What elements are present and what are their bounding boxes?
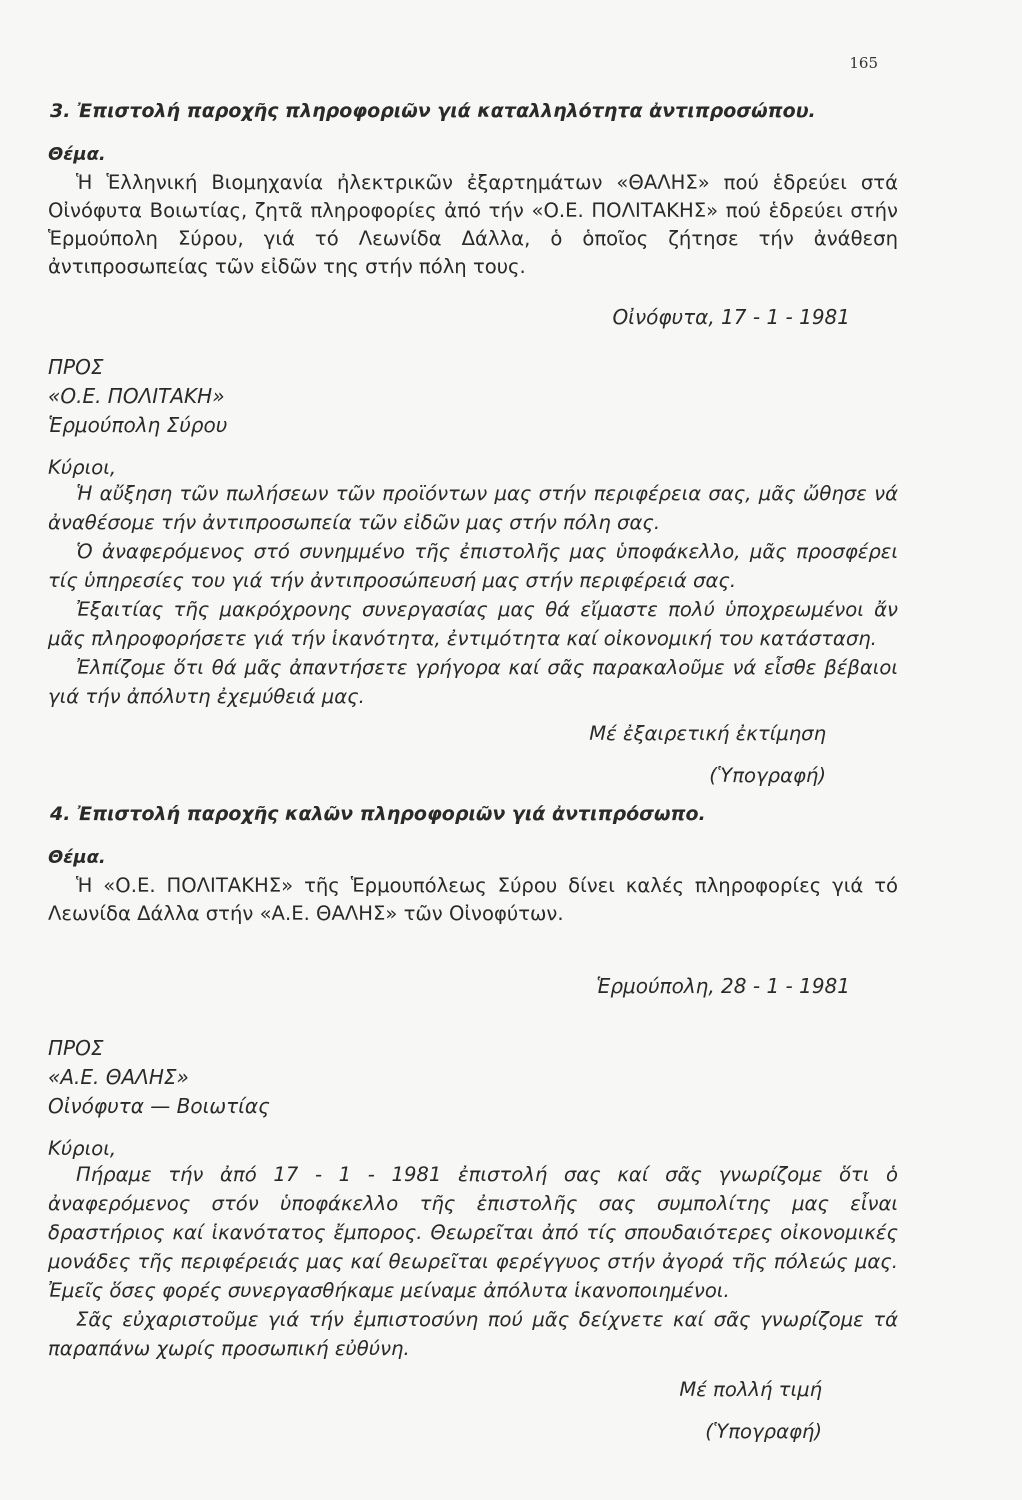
- section-4-signature: (Ὑπογραφή): [705, 1420, 822, 1443]
- recipient-line: «Α.Ε. ΘΑΛΗΣ»: [48, 1065, 189, 1089]
- section-4-closing: Μέ πολλή τιμή: [679, 1378, 822, 1401]
- section-4-heading: 4. Ἐπιστολή παροχῆς καλῶν πληροφοριῶν γιά ἀντιπρόσωπο.: [50, 803, 706, 825]
- letter-paragraph: Πήραμε τήν ἀπό 17 - 1 - 1981 ἐπιστολή σας καί σᾶς γνωρίζομε ὅτι ὁ ἀναφερόμενος στόν ὑποφάκελλο τῆς ἐπιστολῆς σας συμπολίτης μας εἶναι δραστήριος καί ἱκανότατος ἔμπορος. Θεωρεῖται ἀπό τίς σπουδαιότερες οἰκονομικές μονάδες τῆς περιφέρειάς μας καί θεωρεῖται φερέγγυος στήν ἀγορά τῆς πόλεώς μας. Ἐμεῖς ὅσες φορές συνεργασθήκαμε μείναμε ἀπόλυτα ἱκανοποιημένοι.: [48, 1163, 898, 1302]
- letter-paragraph: Ἐξαιτίας τῆς μακρόχρονης συνεργασίας μας θά εἴμαστε πολύ ὑποχρεωμένοι ἄν μᾶς πληροφορήσετε γιά τήν ἱκανότητα, ἐντιμότητα καί οἰκονομική του κατάσταση.: [48, 598, 898, 650]
- letter-paragraph: Ἐλπίζομε ὅτι θά μᾶς ἀπαντήσετε γρήγορα καί σᾶς παρακαλοῦμε νά εἶσθε βέβαιοι γιά τήν ἀπόλυτη ἐχεμύθειά μας.: [48, 656, 898, 708]
- section-3-date: Οἰνόφυτα, 17 - 1 - 1981: [612, 305, 850, 329]
- page-number: 165: [849, 54, 878, 72]
- section-3-subject-label: Θέμα.: [48, 144, 106, 165]
- recipient-line: ΠΡΟΣ: [48, 355, 104, 379]
- section-3-heading: 3. Ἐπιστολή παροχῆς πληροφοριῶν γιά καταλληλότητα ἀντιπροσώπου.: [50, 100, 816, 122]
- section-4-salutation: Κύριοι,: [48, 1137, 117, 1160]
- letter-paragraph: Ἡ αὔξηση τῶν πωλήσεων τῶν προϊόντων μας στήν περιφέρεια σας, μᾶς ὤθησε νά ἀναθέσομε τήν ἀντιπροσωπεία τῶν εἰδῶν μας στήν πόλη σας.: [48, 482, 898, 534]
- recipient-line: Ἑρμούπολη Σύρου: [48, 413, 228, 437]
- section-4-recipient: [48, 1034, 898, 1121]
- section-3-salutation: Κύριοι,: [48, 456, 117, 479]
- section-3-signature: (Ὑπογραφή): [709, 764, 826, 787]
- section-3-subject-text: Ἡ Ἑλληνική Βιομηχανία ἠλεκτρικῶν ἐξαρτημάτων «ΘΑΛΗΣ» πού ἑδρεύει στά Οἰνόφυτα Βοιωτίας, ζητᾶ πληροφορίες ἀπό τήν «Ο.Ε. ΠΟΛΙΤΑΚΗΣ» πού ἑδρεύει στήν Ἑρμούπολη Σύρου, γιά τό Λεωνίδα Δάλλα, ὁ ὁποῖος ζήτησε τήν ἀνάθεση ἀντιπροσωπείας τῶν εἰδῶν της στήν πόλη τους.: [48, 171, 898, 278]
- section-4: [48, 803, 898, 1451]
- letter-paragraph: Ὁ ἀναφερόμενος στό συνημμένο τῆς ἐπιστολῆς μας ὑποφάκελλο, μᾶς προσφέρει τίς ὑπηρεσίες του γιά τήν ἀντιπροσώπευσή μας στήν περιφέρειά σας.: [48, 540, 898, 592]
- recipient-line: Οἰνόφυτα — Βοιωτίας: [48, 1094, 270, 1118]
- section-3-recipient: [48, 353, 898, 440]
- section-4-subject-text: Ἡ «Ο.Ε. ΠΟΛΙΤΑΚΗΣ» τῆς Ἑρμουπόλεως Σύρου δίνει καλές πληροφορίες γιά τό Λεωνίδα Δάλλα στήν «Α.Ε. ΘΑΛΗΣ» τῶν Οἰνοφύτων.: [48, 874, 898, 925]
- recipient-line: ΠΡΟΣ: [48, 1036, 104, 1060]
- section-3-closing: Μέ ἐξαιρετική ἐκτίμηση: [589, 722, 826, 745]
- section-4-subject-label: Θέμα.: [48, 847, 106, 868]
- page-content: [48, 100, 898, 1451]
- letter-paragraph: Σᾶς εὐχαριστοῦμε γιά τήν ἐμπιστοσύνη πού μᾶς δείχνετε καί σᾶς γνωρίζομε τά παραπάνω χωρίς προσωπική εὐθύνη.: [48, 1308, 898, 1360]
- section-4-date: Ἑρμούπολη, 28 - 1 - 1981: [596, 974, 850, 998]
- section-3: [48, 100, 898, 795]
- recipient-line: «Ο.Ε. ΠΟΛΙΤΑΚΗ»: [48, 384, 225, 408]
